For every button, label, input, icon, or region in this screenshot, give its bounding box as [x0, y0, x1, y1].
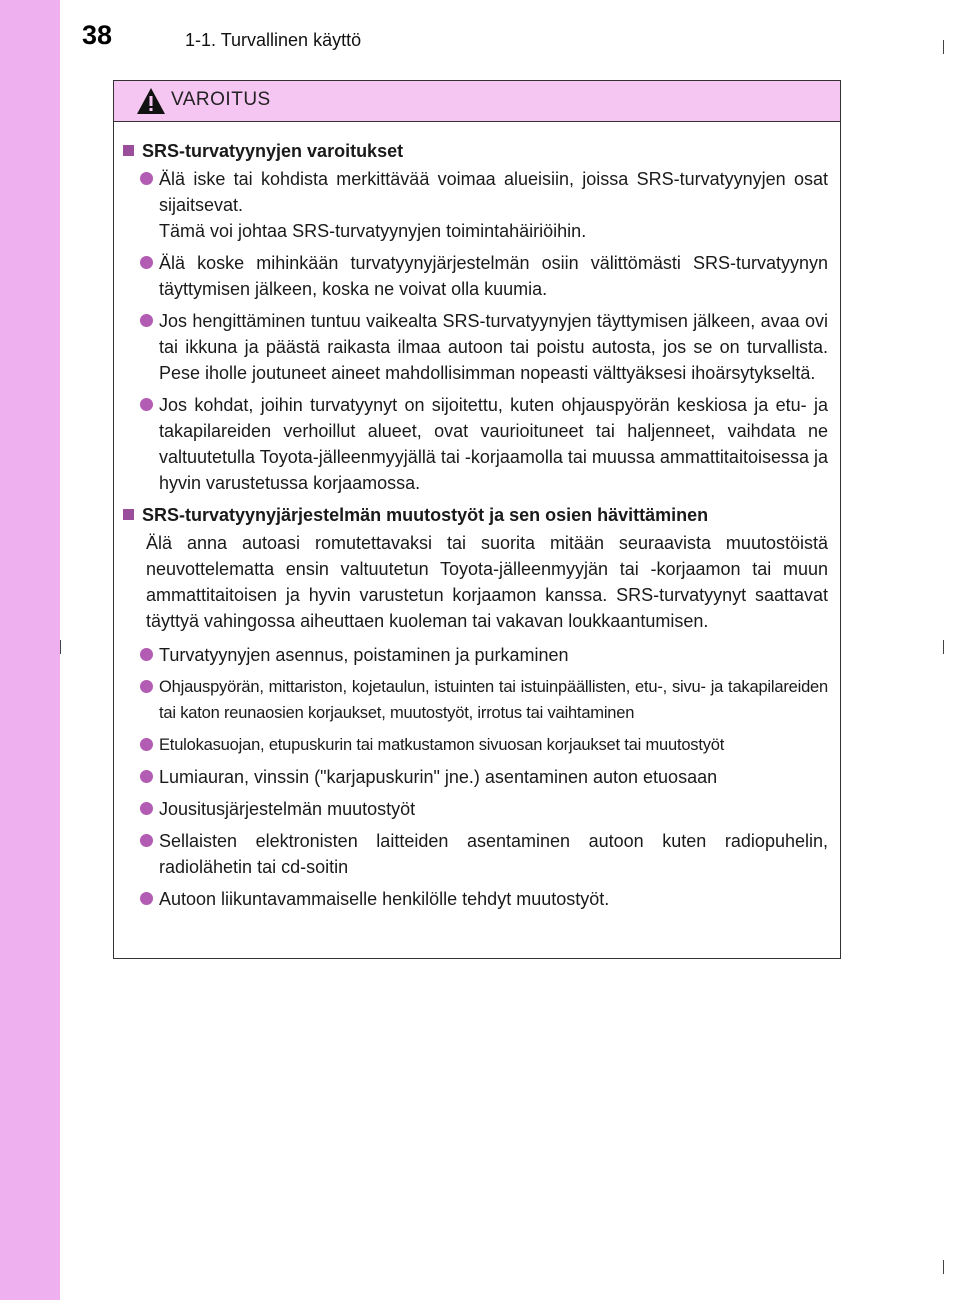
- section-srs-modifications: [122, 502, 828, 912]
- list-item: [138, 392, 828, 496]
- bullet-icon: [140, 648, 153, 661]
- section-intro: Älä anna autoasi romutettavaksi tai suorita mitään seuraavista muutostöistä neuvottelematta ensin valtuutetun Toyota-jälleenmyyjän tai -korjaamon tai muun ammattitaitoisen ja hyvin varustetun korjaamon kanssa. SRS-turvatyynyt saattavat täyttyä vahingossa aiheuttaen kuoleman tai vakavan loukkaantumisen.: [146, 533, 828, 631]
- list-item: [138, 828, 828, 880]
- list-item-text: Sellaisten elektronisten laitteiden asentaminen autoon kuten radiopuhelin, radiolähetin tai cd-soitin: [159, 831, 828, 877]
- bullet-icon: [140, 738, 153, 751]
- crop-mark: [60, 640, 61, 654]
- list-item-text: Autoon liikuntavammaiselle henkilölle tehdyt muutostyöt.: [159, 889, 610, 909]
- section-title: 1-1. Turvallinen käyttö: [185, 30, 362, 50]
- section-heading: [122, 138, 828, 164]
- list-item-text: Turvatyynyjen asennus, poistaminen ja purkaminen: [159, 645, 569, 665]
- bullet-icon: [140, 680, 153, 693]
- list-item-text: Älä koske mihinkään turvatyynyjärjestelmän osiin välittömästi SRS-turvatyynyn täyttymisen jälkeen, koska ne voivat olla kuumia.: [159, 253, 828, 299]
- list-item-text: Lumiauran, vinssin ("karjapuskurin" jne.) asentaminen auton etuosaan: [159, 767, 718, 787]
- list-item-text: Jos kohdat, joihin turvatyynyt on sijoitettu, kuten ohjauspyörän keskiosa ja etu- ja takapilareiden verhoillut alueet, ovat vaurioituneet tai haljenneet, vaihdata ne valtuutetulla Toyota-jälleenmyyjällä tai -korjaamolla tai muussa ammattitaitoisessa ja hyvin varustetussa korjaamossa.: [159, 395, 828, 493]
- bullet-icon: [140, 892, 153, 905]
- bullet-icon: [140, 172, 153, 185]
- page-header: [60, 0, 960, 70]
- warning-triangle-icon: [135, 86, 167, 116]
- bullet-icon: [140, 398, 153, 411]
- list-item: [138, 674, 828, 726]
- page-number: 38: [82, 20, 113, 50]
- section-heading: [122, 502, 828, 528]
- list-item-text: Jousitusjärjestelmän muutostyöt: [159, 799, 416, 819]
- warning-header: [114, 81, 840, 122]
- list-item: [138, 796, 828, 822]
- list-item: [138, 764, 828, 790]
- list-item: [138, 642, 828, 668]
- section-srs-warnings: [122, 138, 828, 496]
- list-item-text: Etulokasuojan, etupuskurin tai matkustamon sivuosan korjaukset tai muutostyöt: [159, 736, 725, 754]
- section-heading-text: SRS-turvatyynyjärjestelmän muutostyöt ja sen osien hävittäminen: [142, 505, 709, 525]
- list-item-text: Älä iske tai kohdista merkittävää voimaa alueisiin, joissa SRS-turvatyynyjen osat sijaitsevat.: [159, 169, 828, 215]
- crop-mark: [943, 640, 944, 654]
- square-bullet-icon: [123, 509, 134, 520]
- list-item: [138, 732, 828, 758]
- bullet-icon: [140, 834, 153, 847]
- square-bullet-icon: [123, 145, 134, 156]
- bullet-icon: [140, 314, 153, 327]
- side-color-strip: [0, 0, 60, 1300]
- bullet-icon: [140, 256, 153, 269]
- list-item: [138, 250, 828, 302]
- list-item-note: Tämä voi johtaa SRS-turvatyynyjen toimintahäiriöihin.: [159, 221, 587, 241]
- warning-box: [113, 80, 841, 959]
- list-item: [138, 886, 828, 912]
- bullet-icon: [140, 802, 153, 815]
- crop-mark: [943, 1260, 944, 1274]
- list-item: [138, 308, 828, 386]
- warning-body: [114, 122, 840, 912]
- warning-title: VAROITUS: [171, 89, 271, 110]
- list-item: [138, 166, 828, 244]
- bullet-icon: [140, 770, 153, 783]
- list-item-text: Ohjauspyörän, mittariston, kojetaulun, istuinten tai istuinpäällisten, etu-, sivu- ja takapilareiden tai katon reunaosien korjaukset, muutostyöt, irrotus tai vaihtaminen: [159, 678, 828, 722]
- section-heading-text: SRS-turvatyynyjen varoitukset: [142, 141, 404, 161]
- list-item-text: Jos hengittäminen tuntuu vaikealta SRS-turvatyynyjen täyttymisen jälkeen, avaa ovi tai ikkuna ja päästä raikasta ilmaa autoon tai poistu autosta, jos se on turvallista. Pese iholle joutuneet aineet mahdollisimman nopeasti välttyäksesi ihoärsytykseltä.: [159, 311, 828, 383]
